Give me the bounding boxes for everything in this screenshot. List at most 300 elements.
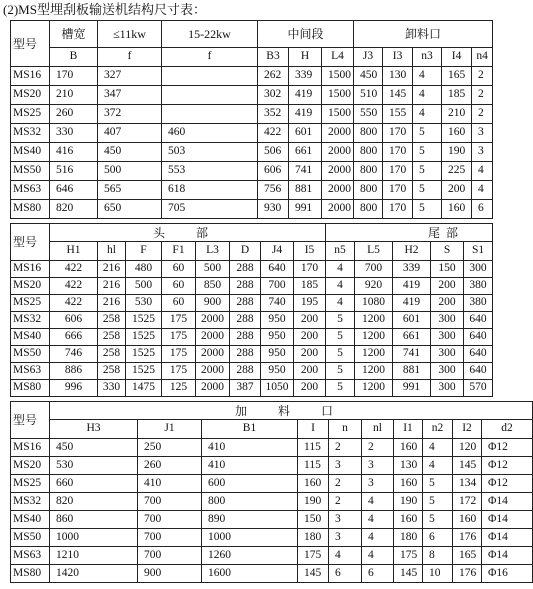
- table-cell: 2000: [322, 200, 354, 219]
- table-cell: 258: [98, 346, 126, 363]
- table-cell: 700: [355, 261, 393, 278]
- model-cell: MS25: [11, 105, 50, 124]
- table-cell: 4: [362, 529, 394, 547]
- discharge-port-header: 卸料口: [354, 21, 493, 48]
- table-row: [11, 439, 533, 457]
- table-cell: 115: [298, 439, 329, 457]
- table-cell: 380: [464, 295, 493, 312]
- table-cell: 347: [98, 86, 162, 105]
- table-cell: 6: [329, 565, 362, 583]
- table-cell: 1500: [322, 86, 354, 105]
- model-cell: MS20: [11, 278, 50, 295]
- table-cell: 640: [464, 329, 493, 346]
- table-cell: 640: [464, 312, 493, 329]
- table-cell: 2000: [196, 363, 230, 380]
- table-cell: 5: [326, 346, 355, 363]
- table-cell: 2000: [322, 181, 354, 200]
- table-cell: 372: [98, 105, 162, 124]
- table-cell: 506: [258, 143, 289, 162]
- table-cell: 170: [294, 261, 326, 278]
- table-cell: 800: [354, 181, 383, 200]
- table-cell: [162, 105, 258, 124]
- table-cell: 2: [329, 439, 362, 457]
- table-cell: Φ14: [482, 493, 533, 511]
- model-cell: MS40: [11, 143, 50, 162]
- table-cell: 5: [413, 200, 442, 219]
- table-cell: 996: [50, 380, 98, 397]
- table-cell: 756: [258, 181, 289, 200]
- table-cell: 1525: [126, 329, 162, 346]
- model-cell: MS63: [11, 363, 50, 380]
- table-cell: 800: [354, 143, 383, 162]
- table-cell: 250: [138, 439, 202, 457]
- table-cell: 460: [162, 124, 258, 143]
- table-cell: 516: [50, 162, 98, 181]
- model-cell: MS32: [11, 493, 50, 511]
- table-cell: 800: [354, 124, 383, 143]
- table-cell: Φ14: [482, 529, 533, 547]
- table-cell: 60: [162, 261, 196, 278]
- table-cell: 300: [431, 346, 464, 363]
- table-cell: 170: [383, 143, 413, 162]
- table-cell: 1525: [126, 312, 162, 329]
- col-header: I4: [442, 48, 472, 67]
- structure-table-feed-port: [10, 401, 533, 583]
- table-cell: 881: [393, 363, 431, 380]
- table-cell: 300: [431, 380, 464, 397]
- table-cell: 288: [230, 329, 261, 346]
- table-cell: 1420: [50, 565, 138, 583]
- table-cell: 145: [383, 86, 413, 105]
- col-header: n4: [472, 48, 493, 67]
- model-cell: MS80: [11, 380, 50, 397]
- model-cell: MS80: [11, 200, 50, 219]
- table-cell: 640: [464, 346, 493, 363]
- table-cell: 300: [431, 312, 464, 329]
- table-cell: 170: [383, 200, 413, 219]
- table-cell: 886: [50, 363, 98, 380]
- table-cell: 1050: [261, 380, 294, 397]
- col-header: S: [431, 242, 464, 261]
- table-cell: 4: [413, 105, 442, 124]
- table-cell: 2000: [322, 162, 354, 181]
- table-cell: 660: [50, 475, 138, 493]
- table-cell: 225: [442, 162, 472, 181]
- table-cell: 170: [383, 124, 413, 143]
- table-cell: 120: [453, 439, 482, 457]
- table-cell: 450: [98, 143, 162, 162]
- table-cell: 288: [230, 312, 261, 329]
- table-cell: 920: [355, 278, 393, 295]
- table-cell: 150: [431, 261, 464, 278]
- table-cell: 155: [383, 105, 413, 124]
- col-header: H: [289, 48, 322, 67]
- model-cell: MS16: [11, 67, 50, 86]
- table-cell: 419: [289, 105, 322, 124]
- table-cell: 352: [258, 105, 289, 124]
- table-cell: 618: [162, 181, 258, 200]
- middle-section-header: 中间段: [258, 21, 354, 48]
- table-cell: 606: [50, 312, 98, 329]
- table-cell: 288: [230, 295, 261, 312]
- table-cell: 200: [431, 295, 464, 312]
- table-cell: 450: [354, 67, 383, 86]
- table-cell: 6: [472, 200, 493, 219]
- model-cell: MS16: [11, 439, 50, 457]
- table-cell: 3: [329, 457, 362, 475]
- table-cell: 4: [413, 86, 442, 105]
- table-cell: 661: [289, 143, 322, 162]
- table-cell: 6: [423, 529, 453, 547]
- table-cell: Φ12: [482, 475, 533, 493]
- table-cell: 145: [298, 565, 329, 583]
- table-cell: 530: [126, 295, 162, 312]
- table-cell: 4: [423, 439, 453, 457]
- table-cell: 130: [383, 67, 413, 86]
- table-cell: 700: [261, 278, 294, 295]
- power-15-22kw-header: 15-22kw: [162, 21, 258, 48]
- model-cell: MS25: [11, 295, 50, 312]
- table-cell: 190: [442, 143, 472, 162]
- table-cell: 606: [258, 162, 289, 181]
- table-cell: 746: [50, 346, 98, 363]
- table-cell: 4: [362, 511, 394, 529]
- col-header: I1: [394, 420, 423, 439]
- table-row: [11, 124, 493, 143]
- table-cell: 216: [98, 261, 126, 278]
- col-header: I3: [383, 48, 413, 67]
- table-row: [11, 295, 493, 312]
- model-header: 型号: [11, 224, 50, 261]
- table-cell: 175: [162, 329, 196, 346]
- table-cell: 1525: [126, 346, 162, 363]
- table-cell: 288: [230, 346, 261, 363]
- table-cell: 200: [431, 278, 464, 295]
- table-row: [11, 380, 493, 397]
- table-cell: 4: [326, 261, 355, 278]
- table-row: [11, 363, 493, 380]
- model-cell: MS40: [11, 329, 50, 346]
- table-cell: 180: [394, 529, 423, 547]
- table-cell: 700: [138, 529, 202, 547]
- table-cell: 258: [98, 329, 126, 346]
- table-cell: 820: [50, 493, 138, 511]
- table-cell: 175: [298, 547, 329, 565]
- table-cell: 503: [162, 143, 258, 162]
- model-cell: MS63: [11, 181, 50, 200]
- table-cell: 5: [326, 380, 355, 397]
- table-cell: 60: [162, 295, 196, 312]
- table-row: [11, 86, 493, 105]
- table-cell: 130: [394, 457, 423, 475]
- table-cell: 1600: [202, 565, 298, 583]
- table-cell: 185: [294, 278, 326, 295]
- table-cell: 200: [294, 363, 326, 380]
- table-row: [11, 181, 493, 200]
- table-cell: 565: [98, 181, 162, 200]
- table-cell: 216: [98, 295, 126, 312]
- table-cell: 2000: [322, 143, 354, 162]
- col-header: F: [126, 242, 162, 261]
- table-cell: 1500: [322, 105, 354, 124]
- col-header: B1: [202, 420, 298, 439]
- table-cell: 500: [126, 278, 162, 295]
- table-cell: 172: [453, 493, 482, 511]
- table-cell: 3: [362, 457, 394, 475]
- table-cell: 820: [50, 200, 98, 219]
- table-cell: 160: [442, 124, 472, 143]
- table-cell: 216: [98, 278, 126, 295]
- table-cell: 339: [289, 67, 322, 86]
- table-cell: 5: [423, 511, 453, 529]
- table-cell: 262: [258, 67, 289, 86]
- table-cell: 991: [289, 200, 322, 219]
- col-header: hl: [98, 242, 126, 261]
- table-cell: 200: [294, 312, 326, 329]
- col-header: H2: [393, 242, 431, 261]
- model-cell: MS80: [11, 565, 50, 583]
- col-header: d2: [482, 420, 533, 439]
- table-cell: 550: [354, 105, 383, 124]
- table-cell: 4: [472, 181, 493, 200]
- table-cell: 387: [230, 380, 261, 397]
- table-cell: 5: [413, 124, 442, 143]
- col-header: I: [298, 420, 329, 439]
- table-cell: 195: [294, 295, 326, 312]
- table-cell: 640: [261, 261, 294, 278]
- table-cell: [162, 67, 258, 86]
- col-header: n5: [326, 242, 355, 261]
- tail-section-header: 尾部: [326, 224, 493, 242]
- table-cell: Φ14: [482, 547, 533, 565]
- table-cell: 1000: [50, 529, 138, 547]
- table-cell: 950: [261, 363, 294, 380]
- table-cell: 258: [98, 363, 126, 380]
- col-header: B: [50, 48, 98, 67]
- table-cell: 145: [394, 565, 423, 583]
- col-header: J3: [354, 48, 383, 67]
- table-cell: 991: [393, 380, 431, 397]
- table-cell: 185: [442, 86, 472, 105]
- table-cell: 450: [50, 439, 138, 457]
- table-row: [11, 547, 533, 565]
- table-cell: 416: [50, 143, 98, 162]
- col-header: D: [230, 242, 261, 261]
- model-cell: MS25: [11, 475, 50, 493]
- table-cell: 422: [50, 295, 98, 312]
- table-cell: 115: [298, 457, 329, 475]
- col-header: L5: [355, 242, 393, 261]
- table-cell: 125: [162, 380, 196, 397]
- table-cell: 741: [393, 346, 431, 363]
- table-cell: 170: [50, 67, 98, 86]
- table-cell: 60: [162, 278, 196, 295]
- table-cell: 601: [289, 124, 322, 143]
- table-row: [11, 529, 533, 547]
- page-title: (2)MS型埋刮板输送机结构尺寸表：: [3, 2, 206, 17]
- table-cell: 4: [472, 162, 493, 181]
- table-cell: 930: [258, 200, 289, 219]
- table-cell: 170: [383, 162, 413, 181]
- table-cell: 646: [50, 181, 98, 200]
- table-cell: 175: [162, 346, 196, 363]
- table-cell: 422: [50, 261, 98, 278]
- model-cell: MS63: [11, 547, 50, 565]
- table-cell: 300: [464, 261, 493, 278]
- col-header: n2: [423, 420, 453, 439]
- table-cell: 881: [289, 181, 322, 200]
- table-cell: 900: [196, 295, 230, 312]
- table-cell: 2000: [196, 380, 230, 397]
- model-cell: MS32: [11, 312, 50, 329]
- table-cell: Φ12: [482, 439, 533, 457]
- table-cell: 422: [258, 124, 289, 143]
- table-cell: 740: [261, 295, 294, 312]
- col-header: J4: [261, 242, 294, 261]
- table-cell: 661: [393, 329, 431, 346]
- table-cell: 165: [453, 547, 482, 565]
- table-cell: 5: [423, 493, 453, 511]
- table-cell: 1475: [126, 380, 162, 397]
- table-cell: 700: [138, 511, 202, 529]
- model-cell: MS20: [11, 457, 50, 475]
- table-row: [11, 457, 533, 475]
- table-cell: 8: [423, 547, 453, 565]
- table-cell: 1200: [355, 363, 393, 380]
- col-header: f: [162, 48, 258, 67]
- table-cell: 1200: [355, 329, 393, 346]
- table-cell: 339: [393, 261, 431, 278]
- table-cell: 300: [431, 363, 464, 380]
- head-section-header: 头 部: [50, 224, 326, 242]
- table-cell: 160: [442, 200, 472, 219]
- table-cell: Φ14: [482, 511, 533, 529]
- table-cell: 741: [289, 162, 322, 181]
- table-cell: 165: [442, 67, 472, 86]
- table-cell: 170: [383, 181, 413, 200]
- col-header: nl: [362, 420, 394, 439]
- model-cell: MS16: [11, 261, 50, 278]
- col-header: F1: [162, 242, 196, 261]
- table-cell: 150: [298, 511, 329, 529]
- table-cell: 380: [464, 278, 493, 295]
- table-cell: 200: [442, 181, 472, 200]
- model-cell: MS32: [11, 124, 50, 143]
- table-cell: 175: [394, 547, 423, 565]
- table-cell: 10: [423, 565, 453, 583]
- table-cell: 330: [98, 380, 126, 397]
- table-cell: 570: [464, 380, 493, 397]
- table-cell: 650: [98, 200, 162, 219]
- table-cell: 210: [442, 105, 472, 124]
- table-cell: 5: [326, 329, 355, 346]
- table-cell: 302: [258, 86, 289, 105]
- table-cell: 327: [98, 67, 162, 86]
- table-cell: 3: [329, 511, 362, 529]
- table-cell: 510: [354, 86, 383, 105]
- table-cell: 419: [393, 295, 431, 312]
- table-cell: 2: [472, 67, 493, 86]
- table-cell: 288: [230, 261, 261, 278]
- table-cell: 553: [162, 162, 258, 181]
- table-cell: 500: [196, 261, 230, 278]
- table-cell: 850: [196, 278, 230, 295]
- table-cell: 1200: [355, 312, 393, 329]
- structure-table-main: [10, 20, 493, 219]
- table-cell: 176: [453, 565, 482, 583]
- table-cell: [162, 86, 258, 105]
- table-row: [11, 261, 493, 278]
- table-cell: 800: [354, 162, 383, 181]
- table-cell: 3: [472, 124, 493, 143]
- table-cell: 5: [326, 312, 355, 329]
- table-cell: 2000: [196, 329, 230, 346]
- table-cell: 2: [472, 105, 493, 124]
- table-cell: 500: [98, 162, 162, 181]
- table-cell: 640: [464, 363, 493, 380]
- table-row: [11, 143, 493, 162]
- table-cell: 4: [329, 547, 362, 565]
- table-cell: 419: [393, 278, 431, 295]
- table-cell: 2: [472, 86, 493, 105]
- table-cell: 258: [98, 312, 126, 329]
- table-cell: 176: [453, 529, 482, 547]
- table-cell: 288: [230, 363, 261, 380]
- table-cell: 480: [126, 261, 162, 278]
- table-cell: 5: [413, 143, 442, 162]
- table-cell: 410: [202, 439, 298, 457]
- table-cell: 145: [453, 457, 482, 475]
- table-cell: 160: [453, 511, 482, 529]
- table-cell: 4: [326, 295, 355, 312]
- feed-port-header: 加 料 口: [50, 402, 533, 420]
- table-cell: 1525: [126, 363, 162, 380]
- table-cell: 407: [98, 124, 162, 143]
- trough-width-header: 槽宽: [50, 21, 98, 48]
- table-cell: 175: [162, 312, 196, 329]
- model-header: 型号: [11, 21, 50, 67]
- table-row: [11, 312, 493, 329]
- table-cell: Φ12: [482, 457, 533, 475]
- col-header: n: [329, 420, 362, 439]
- table-cell: 4: [413, 67, 442, 86]
- table-cell: 260: [50, 105, 98, 124]
- col-header: J1: [138, 420, 202, 439]
- table-cell: 1260: [202, 547, 298, 565]
- table-cell: 900: [138, 565, 202, 583]
- table-cell: Φ16: [482, 565, 533, 583]
- table-cell: 2: [329, 493, 362, 511]
- table-cell: 5: [413, 162, 442, 181]
- table-cell: 600: [202, 475, 298, 493]
- col-header: f: [98, 48, 162, 67]
- table-cell: 2000: [322, 124, 354, 143]
- table-cell: 260: [138, 457, 202, 475]
- table-cell: 705: [162, 200, 258, 219]
- col-header: L3: [196, 242, 230, 261]
- table-cell: 6: [362, 565, 394, 583]
- structure-table-head-tail: [10, 223, 493, 397]
- table-cell: 5: [413, 181, 442, 200]
- table-cell: 160: [394, 511, 423, 529]
- table-cell: 300: [431, 329, 464, 346]
- table-cell: 419: [289, 86, 322, 105]
- table-cell: 2000: [196, 312, 230, 329]
- model-cell: MS50: [11, 162, 50, 181]
- model-header: 型号: [11, 402, 50, 439]
- table-row: [11, 67, 493, 86]
- table-cell: 601: [393, 312, 431, 329]
